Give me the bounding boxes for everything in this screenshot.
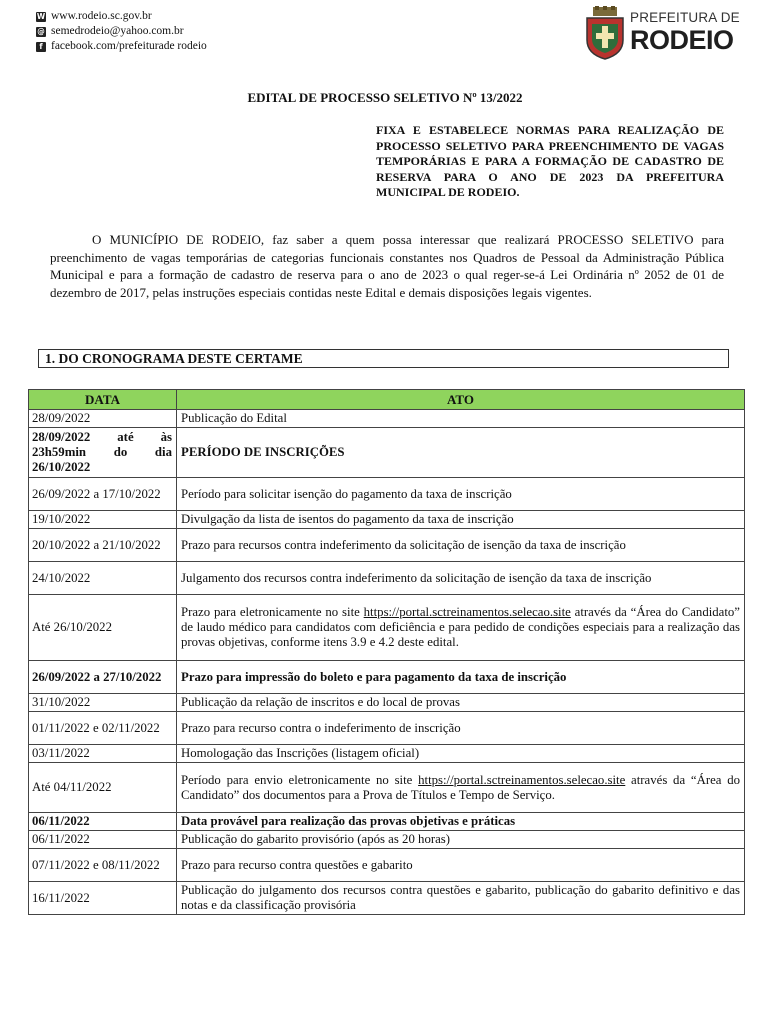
row-date: Até 04/11/2022 [29, 763, 177, 813]
row-act: Data provável para realização das provas objetivas e práticas [177, 813, 745, 831]
table-row [29, 428, 745, 478]
table-row [29, 562, 745, 595]
row-act: Prazo para recurso contra o indeferimento de inscrição [177, 712, 745, 745]
website-text[interactable]: www.rodeio.sc.gov.br [51, 10, 152, 22]
row-act: Publicação do gabarito provisório (após as 20 horas) [177, 831, 745, 849]
document-title: EDITAL DE PROCESSO SELETIVO Nº 13/2022 [247, 90, 523, 105]
header-act: ATO [177, 390, 745, 410]
row-act: Divulgação da lista de isentos do pagamento da taxa de inscrição [177, 511, 745, 529]
row-date: 28/09/2022 [29, 410, 177, 428]
logo-line2: RODEIO [630, 25, 734, 55]
act-text-after-link: através da “Área do Candidato” dos documentos para a Prova de Títulos e Tempo de Serviço. [181, 772, 740, 802]
email-icon: @ [37, 26, 45, 36]
row-date: Até 26/10/2022 [29, 595, 177, 661]
act-text-before-link: Prazo para eletronicamente no site [181, 605, 364, 619]
table-row [29, 813, 745, 831]
row-date: 19/10/2022 [29, 511, 177, 529]
table-row [29, 849, 745, 882]
row-date: 01/11/2022 e 02/11/2022 [29, 712, 177, 745]
act-text-after-link: através da “Área do Candidato” de laudo médico para candidatos com deficiência e para pedido de condições especiais para a realização das provas objetivas, conforme itens 3.9 e 4.2 deste edital. [181, 605, 740, 649]
row-act: Julgamento dos recursos contra indeferimento da solicitação de isenção da taxa de inscrição [177, 562, 745, 595]
table-row [29, 745, 745, 763]
row-act [177, 763, 745, 813]
section-title: 1. DO CRONOGRAMA DESTE CERTAME [38, 349, 729, 368]
coat-of-arms-icon [584, 6, 626, 60]
table-row [29, 410, 745, 428]
website-icon: W [36, 11, 46, 21]
act-text-before-link: Período para envio eletronicamente no site [181, 772, 419, 787]
row-date: 26/09/2022 a 27/10/2022 [29, 661, 177, 694]
row-act: Homologação das Inscrições (listagem oficial) [177, 745, 745, 763]
row-date: 06/11/2022 [29, 831, 177, 849]
row-act: Prazo para recurso contra questões e gabarito [177, 849, 745, 882]
row-date: 06/11/2022 [29, 813, 177, 831]
row-act: Publicação do julgamento dos recursos contra questões e gabarito, publicação do gabarito definitivo e das notas e da classificação provisória [177, 882, 745, 915]
row-date: 24/10/2022 [29, 562, 177, 595]
table-row [29, 511, 745, 529]
header-date: DATA [29, 390, 177, 410]
intro-paragraph: O MUNICÍPIO DE RODEIO, faz saber a quem possa interessar que realizará PROCESSO SELETIVO para preenchimento de vagas temporárias de categorias funcionais constantes nos Quadros de Pessoal da Administração Pública Municipal e para a formação de cadastro de reserva para o ano de 2023 o qual reger-se-á Lei Ordinária nº 2052 de 01 de dezembro de 2017, pelas instruções especiais contidas neste Edital e demais disposições legais vigentes. [50, 232, 724, 300]
facebook-text[interactable]: facebook.com/prefeiturade rodeio [51, 40, 207, 52]
row-act: Prazo para recursos contra indeferimento da solicitação de isenção da taxa de inscrição [177, 529, 745, 562]
contact-facebook[interactable] [36, 39, 207, 54]
row-date: 03/11/2022 [29, 745, 177, 763]
contact-email[interactable] [36, 24, 207, 39]
document-ementa: FIXA E ESTABELECE NORMAS PARA REALIZAÇÃO DE PROCESSO SELETIVO PARA PREENCHIMENTO DE VAGAS TEMPORÁRIAS E PARA A FORMAÇÃO DE CADASTRO DE RESERVA PARA O ANO DE 2023 DA PREFEITURA MUNICIPAL DE RODEIO. [376, 123, 724, 199]
logo-text [630, 10, 740, 55]
logo-line1: PREFEITURA DE [630, 10, 740, 25]
portal-link[interactable]: https://portal.sctreinamentos.selecao.site [363, 605, 571, 619]
table-row [29, 529, 745, 562]
row-act: Publicação da relação de inscritos e do local de provas [177, 694, 745, 712]
row-date: 07/11/2022 e 08/11/2022 [29, 849, 177, 882]
row-date: 28/09/2022 até às 23h59min do dia 26/10/2022 [29, 428, 177, 478]
table-row [29, 478, 745, 511]
table-row [29, 882, 745, 915]
table-row [29, 831, 745, 849]
table-row [29, 661, 745, 694]
table-row [29, 694, 745, 712]
table-header-row [29, 390, 745, 410]
table-row [29, 712, 745, 745]
row-date: 16/11/2022 [29, 882, 177, 915]
row-act: Período para solicitar isenção do pagamento da taxa de inscrição [177, 478, 745, 511]
row-act: Publicação do Edital [177, 410, 745, 428]
row-act: PERÍODO DE INSCRIÇÕES [177, 428, 745, 478]
row-act: Prazo para impressão do boleto e para pagamento da taxa de inscrição [177, 661, 745, 694]
row-date: 26/09/2022 a 17/10/2022 [29, 478, 177, 511]
row-date: 20/10/2022 a 21/10/2022 [29, 529, 177, 562]
schedule-table [28, 389, 745, 915]
row-date: 31/10/2022 [29, 694, 177, 712]
row-act [177, 595, 745, 661]
table-body [29, 410, 745, 915]
table-row [29, 763, 745, 813]
contact-website[interactable] [36, 9, 207, 24]
facebook-icon: f [36, 42, 46, 52]
prefeitura-logo [584, 6, 744, 60]
table-row [29, 595, 745, 661]
email-text[interactable]: semedrodeio@yahoo.com.br [51, 25, 184, 37]
portal-link[interactable]: https://portal.sctreinamentos.selecao.site [418, 772, 626, 787]
header-contacts [36, 9, 207, 54]
